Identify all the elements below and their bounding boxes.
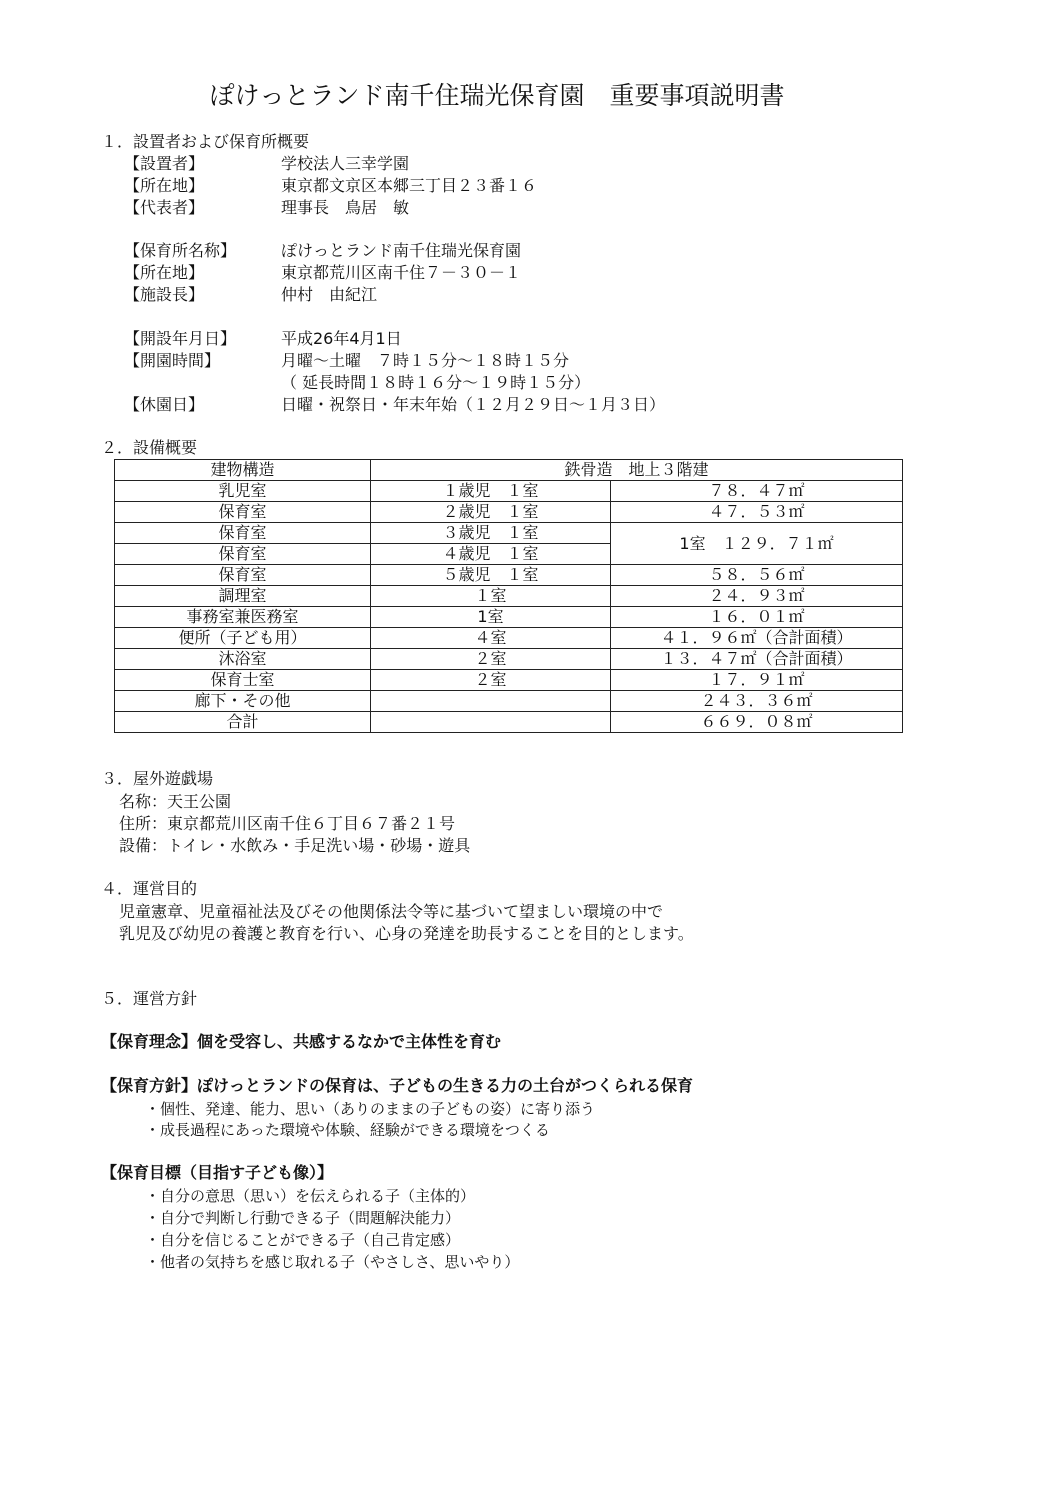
value-founder-address: 東京都文京区本郷三丁目２３番１６ [281, 176, 538, 195]
label-founder: 【設置者】 [124, 154, 205, 173]
philosophy-heading: 【保育理念】個を受容し、共感するなかで主体性を育む [101, 1032, 502, 1051]
table-cell: ５歳児 １室 [371, 565, 611, 586]
table-cell: ２歳児 １室 [371, 502, 611, 523]
table-cell: 調理室 [115, 586, 371, 607]
table-cell: 事務室兼医務室 [115, 607, 371, 628]
policy-heading: 【保育方針】ぽけっとランドの保育は、子どもの生きる力の土台がつくられる保育 [101, 1076, 694, 1095]
section1-heading: １．設置者および保育所概要 [101, 132, 310, 151]
table-row [115, 523, 903, 544]
label-representative: 【代表者】 [124, 198, 205, 217]
table-row [115, 628, 903, 649]
table-cell: ２４．９３㎡ [611, 586, 903, 607]
table-cell: １７．９１㎡ [611, 670, 903, 691]
table-row [115, 481, 903, 502]
value-extended-hours: （ 延長時間１８時１６分～１９時１５分） [281, 373, 591, 392]
section4-heading: ４．運営目的 [101, 879, 198, 898]
table-row [115, 565, 903, 586]
table-cell: 保育室 [115, 544, 371, 565]
table-row [115, 670, 903, 691]
table-cell: 合計 [115, 712, 371, 733]
label-director: 【施設長】 [124, 285, 205, 304]
facility-table [114, 459, 903, 733]
table-cell: 保育室 [115, 502, 371, 523]
table-cell [371, 712, 611, 733]
table-cell: 1室 １２９．７１㎡ [611, 523, 903, 565]
value-director: 仲村 由紀江 [281, 285, 378, 304]
value-nursery-name: ぽけっとランド南千住瑞光保育園 [281, 241, 522, 260]
table-cell: ２４３．３６㎡ [611, 691, 903, 712]
table-cell: 保育室 [115, 565, 371, 586]
section2-heading: ２．設備概要 [101, 438, 198, 457]
table-cell: 沐浴室 [115, 649, 371, 670]
table-cell: 建物構造 [115, 460, 371, 481]
table-cell: 便所（子ども用） [115, 628, 371, 649]
table-cell: ７８．４７㎡ [611, 481, 903, 502]
purpose-line-2: 乳児及び幼児の養護と教育を行い、心身の発達を助長することを目的とします。 [119, 924, 694, 943]
policy-item: ・個性、発達、能力、思い（ありのままの子どもの姿）に寄り添う [145, 1100, 596, 1118]
table-cell: １６．０１㎡ [611, 607, 903, 628]
table-row [115, 691, 903, 712]
table-row [115, 586, 903, 607]
table-cell: ２室 [371, 670, 611, 691]
table-cell: 乳児室 [115, 481, 371, 502]
section3-heading: ３．屋外遊戯場 [101, 769, 214, 788]
table-cell: １３．４７㎡（合計面積） [611, 649, 903, 670]
goal-item: ・自分を信じることができる子（自己肯定感） [145, 1231, 461, 1249]
table-row [115, 607, 903, 628]
table-cell: ６６９．０８㎡ [611, 712, 903, 733]
table-cell: ４７．５３㎡ [611, 502, 903, 523]
purpose-line-1: 児童憲章、児童福祉法及びその他関係法令等に基づいて望ましい環境の中で [119, 902, 664, 921]
goals-heading: 【保育目標（目指す子ども像）】 [101, 1163, 334, 1182]
value-closed-days: 日曜・祝祭日・年末年始（１２月２９日～１月３日） [281, 395, 666, 414]
policy-item: ・成長過程にあった環境や体験、経験ができる環境をつくる [145, 1121, 550, 1139]
value-nursery-address: 東京都荒川区南千住７－３０－１ [281, 263, 522, 282]
label-opening-date: 【開設年月日】 [124, 329, 237, 348]
value-opening-hours: 月曜～土曜 ７時１５分～１８時１５分 [281, 351, 570, 370]
table-cell [371, 691, 611, 712]
label-founder-address: 【所在地】 [124, 176, 205, 195]
table-cell: 廊下・その他 [115, 691, 371, 712]
section5-heading: ５．運営方針 [101, 989, 198, 1008]
document-title: ぽけっとランド南千住瑞光保育園 重要事項説明書 [209, 81, 785, 110]
table-cell: 保育士室 [115, 670, 371, 691]
goal-item: ・自分の意思（思い）を伝えられる子（主体的） [145, 1187, 476, 1205]
table-cell: ４室 [371, 628, 611, 649]
table-cell: ４１．９６㎡（合計面積） [611, 628, 903, 649]
table-cell: ４歳児 １室 [371, 544, 611, 565]
label-closed-days: 【休園日】 [124, 395, 205, 414]
label-nursery-name: 【保育所名称】 [124, 241, 237, 260]
table-row [115, 502, 903, 523]
table-total-row [115, 712, 903, 733]
goal-item: ・自分で判断し行動できる子（問題解決能力） [145, 1209, 461, 1227]
label-nursery-address: 【所在地】 [124, 263, 205, 282]
playground-facilities: 設備：トイレ・水飲み・手足洗い場・砂場・遊具 [119, 836, 471, 855]
value-opening-date: 平成26年4月1日 [281, 329, 402, 348]
table-cell: 鉄骨造 地上３階建 [371, 460, 903, 481]
value-founder: 学校法人三幸学園 [281, 154, 410, 173]
value-representative: 理事長 鳥居 敏 [281, 198, 410, 217]
table-cell: １歳児 １室 [371, 481, 611, 502]
table-cell: ３歳児 １室 [371, 523, 611, 544]
table-cell: 保育室 [115, 523, 371, 544]
table-header-row [115, 460, 903, 481]
playground-address: 住所：東京都荒川区南千住６丁目６７番２１号 [119, 814, 456, 833]
table-cell: ５８．５６㎡ [611, 565, 903, 586]
table-row [115, 649, 903, 670]
playground-name: 名称：天王公園 [119, 792, 232, 811]
label-opening-hours: 【開園時間】 [124, 351, 221, 370]
table-cell: 1室 [371, 607, 611, 628]
table-cell: ２室 [371, 649, 611, 670]
table-cell: １室 [371, 586, 611, 607]
goal-item: ・他者の気持ちを感じ取れる子（やさしさ、思いやり） [145, 1253, 520, 1271]
